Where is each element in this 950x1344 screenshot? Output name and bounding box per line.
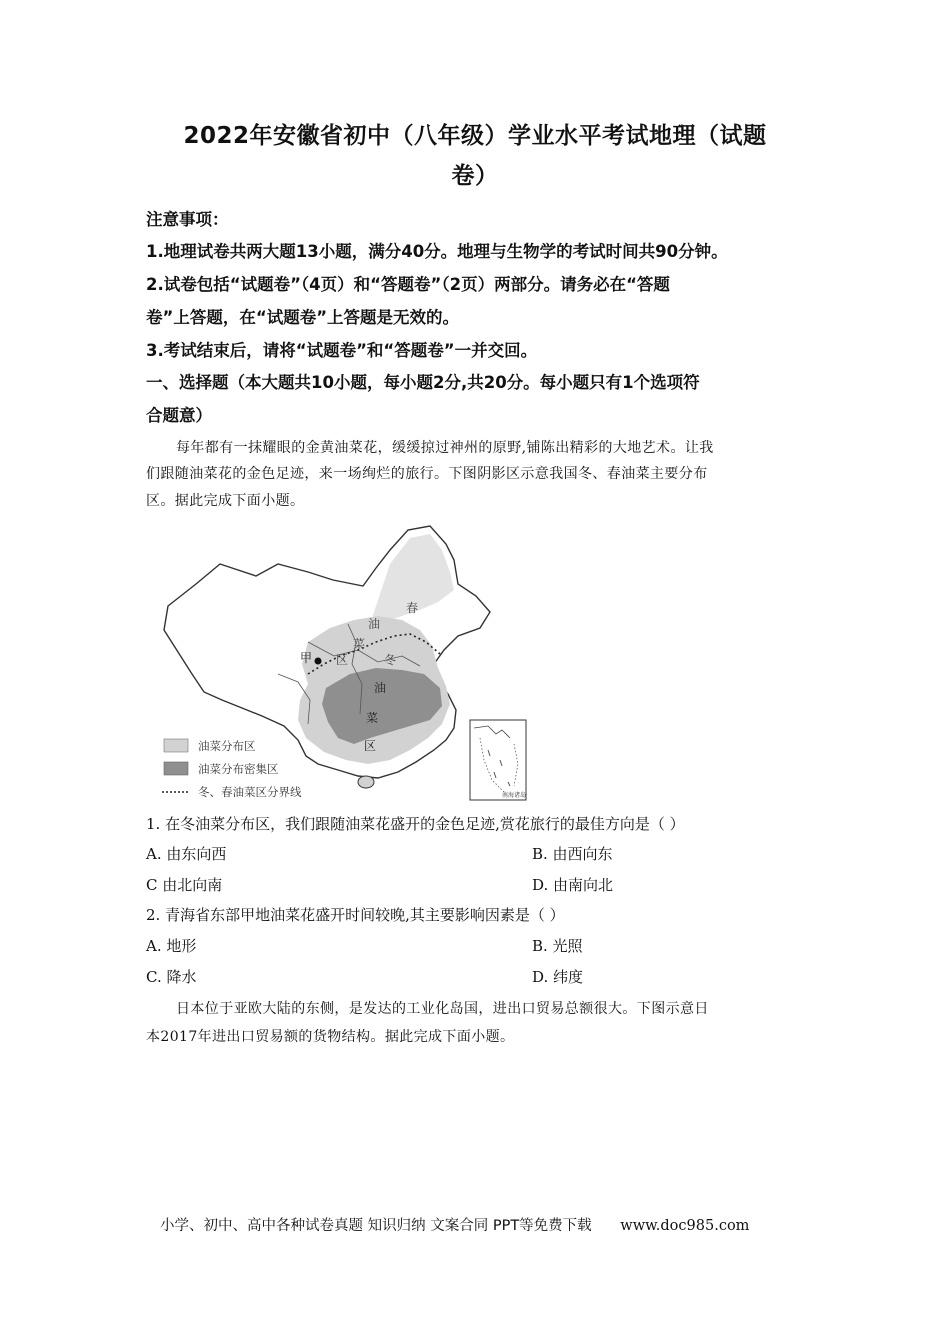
notice-heading: 注意事项： bbox=[146, 210, 229, 229]
question-2-option-a: A. 地形 bbox=[146, 937, 197, 955]
map-label-dong: 冬 bbox=[384, 653, 397, 667]
legend-swatch-dense bbox=[164, 762, 188, 775]
map-label-qu1: 区 bbox=[336, 653, 349, 667]
inset-label: 南海诸岛 bbox=[502, 792, 527, 799]
passage2-line2: 本2017年进出口贸易额的货物结构。据此完成下面小题。 bbox=[146, 1029, 515, 1045]
question-2-option-c: C. 降水 bbox=[146, 968, 197, 986]
question-1-stem: 1. 在冬油菜分布区，我们跟随油菜花盛开的金色足迹,赏花旅行的最佳方向是（ ） bbox=[146, 815, 685, 833]
section-heading-line1: 一、选择题（本大题共10小题，每小题2分,共20分。每小题只有1个选项符 bbox=[146, 373, 700, 392]
hainan-island bbox=[358, 776, 374, 788]
question-1-option-c: C 由北向南 bbox=[146, 876, 223, 894]
passage1-line1: 每年都有一抹耀眼的金黄油菜花，缓缓掠过神州的原野,铺陈出精彩的大地艺术。让我 bbox=[176, 440, 714, 456]
notice-item-2b: 卷”上答题，在“试题卷”上答题是无效的。 bbox=[146, 308, 460, 327]
page-footer bbox=[160, 1214, 749, 1235]
passage1-line2: 们跟随油菜花的金色足迹，来一场绚烂的旅行。下图阴影区示意我国冬、春油菜主要分布 bbox=[146, 466, 708, 482]
footer-text: 小学、初中、高中各种试卷真题 知识归纳 文案合同 PPT等免费下载 bbox=[160, 1218, 592, 1234]
map-label-jia: 甲 bbox=[300, 651, 313, 665]
map-label-cai2: 菜 bbox=[366, 711, 379, 725]
question-2-stem: 2. 青海省东部甲地油菜花盛开时间较晚,其主要影响因素是（ ） bbox=[146, 906, 565, 924]
exam-title-line2: 卷） bbox=[451, 163, 499, 189]
south-china-sea-inset bbox=[470, 720, 526, 800]
map-label-cai1: 菜 bbox=[353, 637, 366, 651]
question-1-option-b: B. 由西向东 bbox=[532, 845, 613, 863]
legend-label-boundary: 冬、春油菜区分界线 bbox=[198, 785, 302, 799]
notice-item-3: 3.考试结束后，请将“试题卷”和“答题卷”一并交回。 bbox=[146, 341, 538, 360]
section-heading-line2: 合题意） bbox=[146, 406, 212, 425]
notice-item-1: 1.地理试卷共两大题13小题，满分40分。地理与生物学的考试时间共90分钟。 bbox=[146, 242, 728, 261]
question-1-option-d: D. 由南向北 bbox=[532, 876, 614, 894]
map-label-you2: 油 bbox=[374, 681, 387, 695]
exam-title-line1: 2022年安徽省初中（八年级）学业水平考试地理（试题 bbox=[183, 123, 767, 149]
notice-item-2a: 2.试卷包括“试题卷”（4页）和“答题卷”（2页）两部分。请务必在“答题 bbox=[146, 275, 670, 294]
question-2-option-d: D. 纬度 bbox=[532, 968, 584, 986]
location-jia-marker bbox=[315, 658, 322, 665]
question-2-option-b: B. 光照 bbox=[532, 937, 583, 955]
legend-label-light: 油菜分布区 bbox=[198, 739, 256, 753]
map-label-you1: 油 bbox=[368, 617, 381, 631]
china-rapeseed-map bbox=[158, 524, 530, 802]
legend-swatch-light bbox=[164, 739, 188, 752]
legend-label-dense: 油菜分布密集区 bbox=[198, 762, 279, 776]
passage1-line3: 区。据此完成下面小题。 bbox=[146, 493, 305, 509]
map-label-qu2: 区 bbox=[364, 739, 377, 753]
question-1-option-a: A. 由东向西 bbox=[146, 845, 227, 863]
map-label-chun: 春 bbox=[406, 601, 419, 615]
footer-url-link[interactable]: www.doc985.com bbox=[620, 1218, 750, 1234]
passage2-line1: 日本位于亚欧大陆的东侧，是发达的工业化岛国，进出口贸易总额很大。下图示意日 bbox=[176, 1001, 709, 1017]
